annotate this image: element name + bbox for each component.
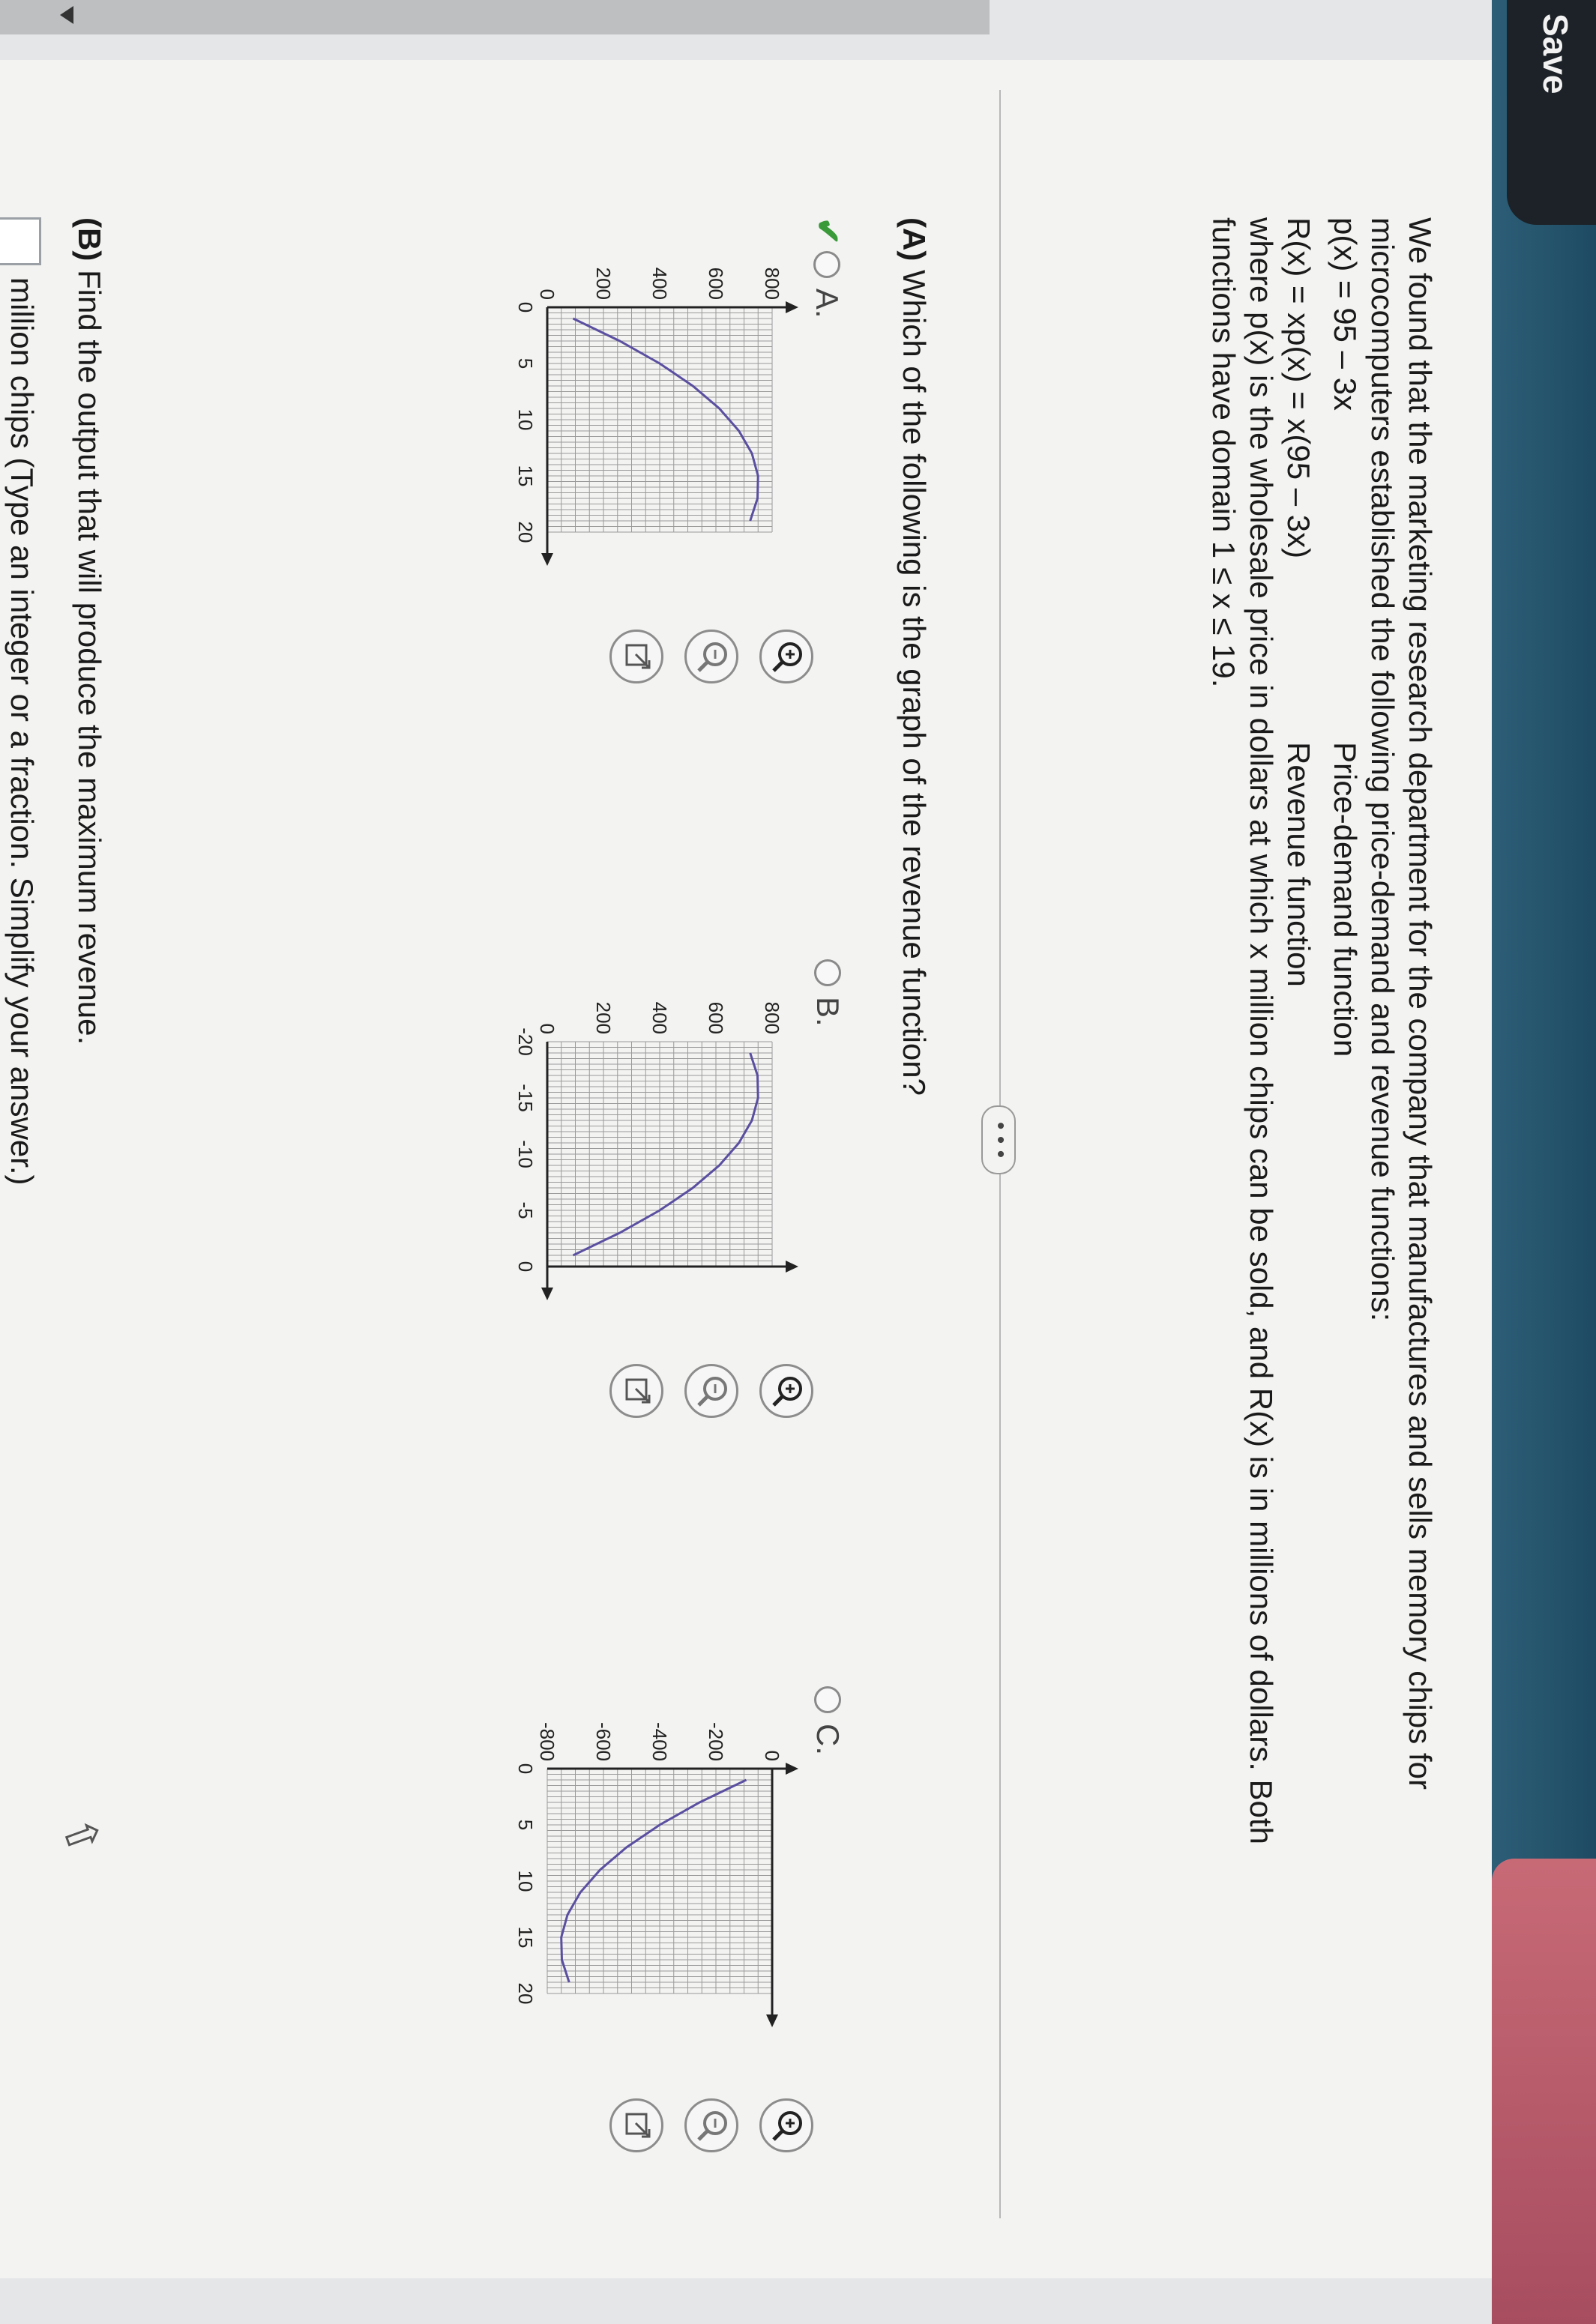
- top-toolbar: [0, 0, 990, 34]
- y-tick-label: 0: [536, 1023, 558, 1034]
- answer-input[interactable]: [0, 217, 41, 265]
- y-tick-label: -200: [705, 1721, 727, 1761]
- y-tick-label: -600: [592, 1721, 615, 1761]
- mouse-cursor-icon: ⇧: [51, 1810, 112, 1863]
- revenue-label: Revenue function: [1281, 742, 1316, 987]
- correct-check-icon: ✔: [809, 217, 846, 245]
- part-a-text: Which of the following is the graph of the revenue function?: [897, 261, 932, 1096]
- x-tick-label: 20: [514, 1982, 537, 2005]
- option-b-label: B.: [810, 997, 846, 1027]
- part-a-question: [895, 217, 933, 1096]
- expand-icon: [612, 2101, 661, 2150]
- y-tick-label: -400: [648, 1721, 671, 1761]
- graph-a-svg: [472, 225, 802, 585]
- y-tick-label: 600: [705, 267, 727, 300]
- x-tick-label: 15: [514, 465, 537, 487]
- expand-button[interactable]: • • •: [981, 1105, 1016, 1174]
- graph-b: [472, 959, 802, 1319]
- answer-instructions: million chips (Type an integer or a fraction. Simplify your answer.): [4, 277, 40, 1186]
- x-tick-label: 5: [514, 1819, 537, 1831]
- option-b[interactable]: [809, 959, 847, 1027]
- x-tick-label: -10: [514, 1140, 537, 1168]
- expand-graph-button-c[interactable]: [609, 2098, 663, 2152]
- grid: [547, 307, 772, 532]
- zoom-out-button-a[interactable]: [684, 630, 738, 683]
- grid: [547, 1042, 772, 1267]
- x-axis-arrow: [541, 553, 553, 566]
- save-button[interactable]: [1507, 0, 1596, 225]
- where-line-2: functions have domain 1 ≤ x ≤ 19.: [1206, 217, 1241, 688]
- part-b-question: [70, 217, 109, 1045]
- x-tick-label: -20: [514, 1027, 537, 1056]
- option-c[interactable]: [809, 1686, 847, 1755]
- save-label: Save: [1536, 13, 1575, 94]
- x-axis-arrow: [541, 1288, 553, 1300]
- x-tick-label: 0: [514, 1261, 537, 1273]
- intro-line-1: We found that the marketing research department for the company that manufactures and sells memory chips for: [1403, 217, 1438, 1790]
- part-b-tag: (B): [72, 217, 107, 262]
- x-axis-arrow: [766, 2014, 778, 2027]
- where-line-1: where p(x) is the wholesale price in dollars at which x million chips can be sold, and R(x) is in millions of dollars. Both: [1244, 217, 1279, 1844]
- option-b-radio[interactable]: [814, 959, 841, 986]
- zoom-out-button-c[interactable]: [684, 2098, 738, 2152]
- x-tick-label: 15: [514, 1926, 537, 1949]
- y-tick-label: 200: [592, 1001, 615, 1034]
- left-arrow-icon[interactable]: [60, 6, 73, 24]
- graph-c-svg: [472, 1686, 802, 2046]
- graph-b-svg: [472, 959, 802, 1319]
- revenue-equation: R(x) = xp(x) = x(95 – 3x): [1281, 217, 1316, 559]
- zoom-in-icon: [762, 632, 811, 681]
- x-tick-label: -5: [514, 1201, 537, 1219]
- price-label: Price-demand function: [1328, 742, 1363, 1057]
- zoom-in-button-a[interactable]: [759, 630, 813, 683]
- part-b-text: Find the output that will produce the maximum revenue.: [72, 261, 107, 1045]
- expand-icon: [612, 1366, 661, 1416]
- zoom-in-icon: [762, 1366, 811, 1416]
- zoom-in-icon: [762, 2101, 811, 2150]
- expand-icon: [612, 632, 661, 681]
- y-tick-label: 800: [761, 1001, 783, 1034]
- y-tick-label: 0: [761, 1750, 783, 1761]
- y-tick-label: 0: [536, 289, 558, 300]
- y-axis-arrow: [786, 301, 798, 313]
- x-tick-label: 5: [514, 357, 537, 369]
- part-a-tag: (A): [897, 217, 932, 262]
- expand-graph-button-a[interactable]: [609, 630, 663, 683]
- x-tick-label: 10: [514, 408, 537, 431]
- y-tick-label: 600: [705, 1001, 727, 1034]
- y-axis-arrow: [786, 1261, 798, 1273]
- option-c-label: C.: [810, 1724, 846, 1755]
- x-tick-label: 20: [514, 521, 537, 543]
- option-c-radio[interactable]: [814, 1686, 841, 1713]
- x-tick-label: 10: [514, 1870, 537, 1892]
- x-tick-label: -15: [514, 1084, 537, 1112]
- y-tick-label: -800: [536, 1721, 558, 1761]
- y-tick-label: 400: [648, 1001, 671, 1034]
- intro-line-2: microcomputers established the following price-demand and revenue functions:: [1365, 217, 1400, 1322]
- graph-a: [472, 225, 802, 585]
- expand-graph-button-b[interactable]: [609, 1364, 663, 1418]
- option-a-radio[interactable]: [813, 251, 840, 278]
- y-tick-label: 800: [761, 267, 783, 300]
- y-axis-arrow: [786, 1763, 798, 1775]
- question-panel: [0, 60, 1492, 2278]
- grid: [547, 1769, 772, 1993]
- graph-c: [472, 1686, 802, 2046]
- price-equation: p(x) = 95 – 3x: [1328, 217, 1363, 411]
- zoom-out-button-b[interactable]: [684, 1364, 738, 1418]
- zoom-in-button-c[interactable]: [759, 2098, 813, 2152]
- bottom-accent-panel: [1492, 1859, 1596, 2324]
- y-tick-label: 400: [648, 267, 671, 300]
- x-tick-label: 0: [514, 1763, 537, 1775]
- option-a[interactable]: [807, 217, 847, 319]
- zoom-in-button-b[interactable]: [759, 1364, 813, 1418]
- zoom-out-icon: [687, 632, 736, 681]
- x-tick-label: 0: [514, 301, 537, 313]
- y-tick-label: 200: [592, 267, 615, 300]
- zoom-out-icon: [687, 2101, 736, 2150]
- zoom-out-icon: [687, 1366, 736, 1416]
- option-a-label: A.: [809, 288, 845, 319]
